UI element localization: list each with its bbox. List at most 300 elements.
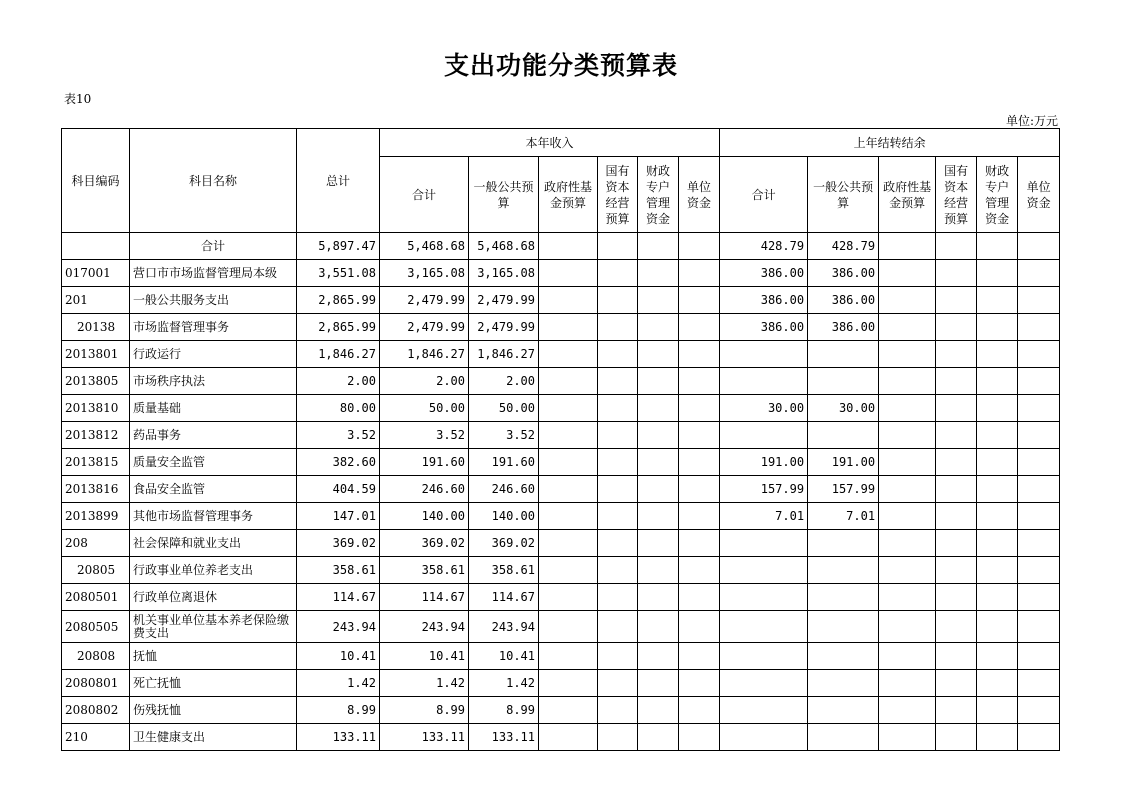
code-cell: 2080801	[62, 670, 130, 697]
carryover-state-capital-cell	[936, 341, 977, 368]
code-cell: 2013899	[62, 503, 130, 530]
name-cell: 死亡抚恤	[130, 670, 297, 697]
carryover-state-capital-cell	[936, 449, 977, 476]
carryover-fund-cell	[879, 557, 936, 584]
income-fund-cell	[539, 503, 598, 530]
table-row	[62, 611, 1060, 643]
income-fiscal-special-cell	[638, 724, 679, 751]
code-cell: 20805	[62, 557, 130, 584]
total-cell: 5,897.47	[297, 233, 380, 260]
income-general-cell: 2,479.99	[469, 314, 539, 341]
name-cell: 市场秩序执法	[130, 368, 297, 395]
total-cell: 147.01	[297, 503, 380, 530]
carryover-fund-cell	[879, 503, 936, 530]
carryover-fund-cell	[879, 724, 936, 751]
income-fiscal-special-cell	[638, 670, 679, 697]
carryover-total-cell: 157.99	[720, 476, 808, 503]
income-unit-funds-cell	[679, 503, 720, 530]
code-cell: 2013816	[62, 476, 130, 503]
header-total: 总计	[297, 129, 380, 233]
income-general-cell: 191.60	[469, 449, 539, 476]
table-row	[62, 287, 1060, 314]
carryover-unit-funds-cell	[1018, 670, 1060, 697]
total-cell: 133.11	[297, 724, 380, 751]
code-cell: 20138	[62, 314, 130, 341]
total-cell: 8.99	[297, 697, 380, 724]
income-state-capital-cell	[598, 611, 638, 643]
carryover-fund-cell	[879, 314, 936, 341]
income-fiscal-special-cell	[638, 341, 679, 368]
code-cell: 2013815	[62, 449, 130, 476]
income-fiscal-special-cell	[638, 584, 679, 611]
code-cell: 2080505	[62, 611, 130, 643]
total-cell: 2.00	[297, 368, 380, 395]
carryover-general-cell	[808, 724, 879, 751]
carryover-general-cell	[808, 530, 879, 557]
carryover-total-cell	[720, 697, 808, 724]
income-fiscal-special-cell	[638, 611, 679, 643]
income-unit-funds-cell	[679, 233, 720, 260]
carryover-total-cell: 428.79	[720, 233, 808, 260]
income-total-cell: 243.94	[380, 611, 469, 643]
income-total-cell: 3.52	[380, 422, 469, 449]
total-cell: 10.41	[297, 643, 380, 670]
carryover-general-cell	[808, 584, 879, 611]
code-cell: 017001	[62, 260, 130, 287]
income-fiscal-special-cell	[638, 422, 679, 449]
carryover-unit-funds-cell	[1018, 643, 1060, 670]
carryover-general-cell: 428.79	[808, 233, 879, 260]
table-row	[62, 233, 1060, 260]
income-fiscal-special-cell	[638, 530, 679, 557]
income-total-cell: 5,468.68	[380, 233, 469, 260]
carryover-fund-cell	[879, 530, 936, 557]
carryover-general-cell: 7.01	[808, 503, 879, 530]
income-total-cell: 2,479.99	[380, 314, 469, 341]
income-fiscal-special-cell	[638, 314, 679, 341]
total-cell: 1.42	[297, 670, 380, 697]
income-unit-funds-cell	[679, 697, 720, 724]
header-current-income: 本年收入	[380, 129, 720, 157]
carryover-general-cell	[808, 422, 879, 449]
carryover-fund-cell	[879, 341, 936, 368]
carryover-total-cell	[720, 368, 808, 395]
carryover-state-capital-cell	[936, 503, 977, 530]
table-row	[62, 449, 1060, 476]
income-fund-cell	[539, 422, 598, 449]
carryover-total-cell	[720, 611, 808, 643]
total-cell: 80.00	[297, 395, 380, 422]
income-fund-cell	[539, 233, 598, 260]
carryover-fiscal-special-cell	[977, 314, 1018, 341]
page-title: 支出功能分类预算表	[443, 51, 678, 80]
carryover-unit-funds-cell	[1018, 287, 1060, 314]
carryover-unit-funds-cell	[1018, 233, 1060, 260]
income-unit-funds-cell	[679, 670, 720, 697]
carryover-fiscal-special-cell	[977, 395, 1018, 422]
table-row	[62, 697, 1060, 724]
carryover-state-capital-cell	[936, 260, 977, 287]
carryover-total-cell: 386.00	[720, 260, 808, 287]
carryover-total-cell: 7.01	[720, 503, 808, 530]
total-cell: 382.60	[297, 449, 380, 476]
table-row	[62, 503, 1060, 530]
table-row	[62, 724, 1060, 751]
carryover-fiscal-special-cell	[977, 449, 1018, 476]
income-fund-cell	[539, 395, 598, 422]
carryover-fiscal-special-cell	[977, 476, 1018, 503]
total-cell: 404.59	[297, 476, 380, 503]
table-row	[62, 422, 1060, 449]
income-general-cell: 5,468.68	[469, 233, 539, 260]
income-general-cell: 358.61	[469, 557, 539, 584]
income-state-capital-cell	[598, 395, 638, 422]
carryover-general-cell	[808, 697, 879, 724]
code-cell: 2013805	[62, 368, 130, 395]
carryover-total-cell: 386.00	[720, 287, 808, 314]
carryover-total-cell	[720, 557, 808, 584]
total-cell: 3,551.08	[297, 260, 380, 287]
income-state-capital-cell	[598, 314, 638, 341]
total-cell: 3.52	[297, 422, 380, 449]
carryover-fiscal-special-cell	[977, 287, 1018, 314]
carryover-unit-funds-cell	[1018, 341, 1060, 368]
income-unit-funds-cell	[679, 724, 720, 751]
income-state-capital-cell	[598, 422, 638, 449]
code-cell: 2013812	[62, 422, 130, 449]
carryover-total-cell: 30.00	[720, 395, 808, 422]
code-cell: 208	[62, 530, 130, 557]
header-carryover: 上年结转结余	[720, 129, 1060, 157]
carryover-state-capital-cell	[936, 643, 977, 670]
header-carryover-fiscal-special: 财政专户管理资金	[977, 157, 1018, 233]
carryover-unit-funds-cell	[1018, 314, 1060, 341]
carryover-general-cell: 386.00	[808, 260, 879, 287]
income-unit-funds-cell	[679, 422, 720, 449]
income-fund-cell	[539, 724, 598, 751]
carryover-state-capital-cell	[936, 724, 977, 751]
carryover-fund-cell	[879, 611, 936, 643]
carryover-fiscal-special-cell	[977, 260, 1018, 287]
carryover-state-capital-cell	[936, 530, 977, 557]
income-state-capital-cell	[598, 530, 638, 557]
income-general-cell: 1,846.27	[469, 341, 539, 368]
income-state-capital-cell	[598, 697, 638, 724]
carryover-total-cell	[720, 530, 808, 557]
income-fund-cell	[539, 314, 598, 341]
carryover-general-cell	[808, 341, 879, 368]
carryover-state-capital-cell	[936, 670, 977, 697]
budget-table	[61, 128, 1060, 751]
total-cell: 358.61	[297, 557, 380, 584]
total-cell: 2,865.99	[297, 287, 380, 314]
income-state-capital-cell	[598, 643, 638, 670]
income-unit-funds-cell	[679, 449, 720, 476]
name-cell: 市场监督管理事务	[130, 314, 297, 341]
header-code: 科目编码	[62, 129, 130, 233]
income-state-capital-cell	[598, 449, 638, 476]
carryover-total-cell	[720, 670, 808, 697]
carryover-unit-funds-cell	[1018, 584, 1060, 611]
code-cell: 2080802	[62, 697, 130, 724]
header-income-total: 合计	[380, 157, 469, 233]
income-state-capital-cell	[598, 341, 638, 368]
carryover-fund-cell	[879, 260, 936, 287]
income-fund-cell	[539, 368, 598, 395]
table-row	[62, 395, 1060, 422]
carryover-unit-funds-cell	[1018, 503, 1060, 530]
income-fiscal-special-cell	[638, 449, 679, 476]
code-cell: 210	[62, 724, 130, 751]
carryover-fund-cell	[879, 422, 936, 449]
income-total-cell: 3,165.08	[380, 260, 469, 287]
code-cell	[62, 233, 130, 260]
income-total-cell: 2,479.99	[380, 287, 469, 314]
carryover-fiscal-special-cell	[977, 670, 1018, 697]
code-cell: 201	[62, 287, 130, 314]
table-row	[62, 341, 1060, 368]
header-income-unit-funds: 单位资金	[679, 157, 720, 233]
carryover-general-cell: 157.99	[808, 476, 879, 503]
income-fiscal-special-cell	[638, 643, 679, 670]
income-unit-funds-cell	[679, 611, 720, 643]
income-fund-cell	[539, 670, 598, 697]
name-cell: 营口市市场监督管理局本级	[130, 260, 297, 287]
income-general-cell: 114.67	[469, 584, 539, 611]
income-total-cell: 8.99	[380, 697, 469, 724]
carryover-general-cell: 30.00	[808, 395, 879, 422]
income-total-cell: 2.00	[380, 368, 469, 395]
carryover-general-cell	[808, 643, 879, 670]
carryover-fund-cell	[879, 368, 936, 395]
carryover-unit-funds-cell	[1018, 368, 1060, 395]
income-state-capital-cell	[598, 260, 638, 287]
income-total-cell: 1,846.27	[380, 341, 469, 368]
income-state-capital-cell	[598, 557, 638, 584]
income-unit-funds-cell	[679, 557, 720, 584]
income-fund-cell	[539, 476, 598, 503]
carryover-fiscal-special-cell	[977, 584, 1018, 611]
income-fund-cell	[539, 611, 598, 643]
carryover-general-cell	[808, 368, 879, 395]
table-row	[62, 643, 1060, 670]
carryover-general-cell	[808, 611, 879, 643]
carryover-total-cell: 191.00	[720, 449, 808, 476]
income-total-cell: 10.41	[380, 643, 469, 670]
carryover-general-cell	[808, 670, 879, 697]
name-cell: 食品安全监管	[130, 476, 297, 503]
carryover-total-cell	[720, 643, 808, 670]
income-unit-funds-cell	[679, 584, 720, 611]
carryover-general-cell: 191.00	[808, 449, 879, 476]
income-general-cell: 243.94	[469, 611, 539, 643]
carryover-fiscal-special-cell	[977, 724, 1018, 751]
income-unit-funds-cell	[679, 395, 720, 422]
income-general-cell: 369.02	[469, 530, 539, 557]
carryover-total-cell	[720, 422, 808, 449]
carryover-fiscal-special-cell	[977, 368, 1018, 395]
total-cell: 2,865.99	[297, 314, 380, 341]
income-fund-cell	[539, 697, 598, 724]
income-total-cell: 191.60	[380, 449, 469, 476]
income-general-cell: 133.11	[469, 724, 539, 751]
table-row	[62, 584, 1060, 611]
carryover-unit-funds-cell	[1018, 476, 1060, 503]
carryover-fiscal-special-cell	[977, 503, 1018, 530]
header-carryover-unit-funds: 单位资金	[1018, 157, 1060, 233]
carryover-unit-funds-cell	[1018, 260, 1060, 287]
name-cell: 行政事业单位养老支出	[130, 557, 297, 584]
header-income-general: 一般公共预算	[469, 157, 539, 233]
carryover-total-cell	[720, 341, 808, 368]
income-unit-funds-cell	[679, 368, 720, 395]
carryover-unit-funds-cell	[1018, 724, 1060, 751]
income-fiscal-special-cell	[638, 395, 679, 422]
code-cell: 2013810	[62, 395, 130, 422]
income-total-cell: 246.60	[380, 476, 469, 503]
carryover-unit-funds-cell	[1018, 395, 1060, 422]
total-cell: 369.02	[297, 530, 380, 557]
carryover-state-capital-cell	[936, 422, 977, 449]
carryover-fiscal-special-cell	[977, 557, 1018, 584]
income-unit-funds-cell	[679, 530, 720, 557]
income-fiscal-special-cell	[638, 233, 679, 260]
income-general-cell: 246.60	[469, 476, 539, 503]
name-cell: 合计	[130, 233, 297, 260]
carryover-unit-funds-cell	[1018, 611, 1060, 643]
table-header	[62, 129, 1060, 233]
income-total-cell: 369.02	[380, 530, 469, 557]
income-general-cell: 3.52	[469, 422, 539, 449]
income-unit-funds-cell	[679, 643, 720, 670]
carryover-fund-cell	[879, 697, 936, 724]
income-fiscal-special-cell	[638, 503, 679, 530]
header-income-fund: 政府性基金预算	[539, 157, 598, 233]
carryover-fiscal-special-cell	[977, 697, 1018, 724]
income-unit-funds-cell	[679, 476, 720, 503]
income-general-cell: 10.41	[469, 643, 539, 670]
table-row	[62, 670, 1060, 697]
header-income-fiscal-special: 财政专户管理资金	[638, 157, 679, 233]
table-row	[62, 557, 1060, 584]
name-cell: 质量安全监管	[130, 449, 297, 476]
code-cell: 2080501	[62, 584, 130, 611]
income-unit-funds-cell	[679, 260, 720, 287]
carryover-state-capital-cell	[936, 584, 977, 611]
table-row	[62, 314, 1060, 341]
table-row	[62, 368, 1060, 395]
carryover-fund-cell	[879, 287, 936, 314]
code-cell: 20808	[62, 643, 130, 670]
carryover-general-cell: 386.00	[808, 287, 879, 314]
header-carryover-fund: 政府性基金预算	[879, 157, 936, 233]
carryover-unit-funds-cell	[1018, 697, 1060, 724]
income-state-capital-cell	[598, 233, 638, 260]
carryover-fiscal-special-cell	[977, 530, 1018, 557]
name-cell: 社会保障和就业支出	[130, 530, 297, 557]
income-general-cell: 140.00	[469, 503, 539, 530]
income-total-cell: 114.67	[380, 584, 469, 611]
income-fiscal-special-cell	[638, 260, 679, 287]
income-state-capital-cell	[598, 503, 638, 530]
carryover-general-cell: 386.00	[808, 314, 879, 341]
total-cell: 1,846.27	[297, 341, 380, 368]
name-cell: 机关事业单位基本养老保险缴费支出	[130, 611, 297, 643]
table-number: 表10	[64, 92, 92, 106]
carryover-fund-cell	[879, 584, 936, 611]
carryover-general-cell	[808, 557, 879, 584]
income-fund-cell	[539, 643, 598, 670]
carryover-state-capital-cell	[936, 287, 977, 314]
income-fund-cell	[539, 530, 598, 557]
income-unit-funds-cell	[679, 314, 720, 341]
carryover-fund-cell	[879, 233, 936, 260]
income-total-cell: 50.00	[380, 395, 469, 422]
carryover-fiscal-special-cell	[977, 233, 1018, 260]
carryover-state-capital-cell	[936, 476, 977, 503]
income-fund-cell	[539, 557, 598, 584]
unit-label: 单位:万元	[1005, 114, 1058, 128]
header-carryover-total: 合计	[720, 157, 808, 233]
income-state-capital-cell	[598, 287, 638, 314]
carryover-unit-funds-cell	[1018, 557, 1060, 584]
carryover-state-capital-cell	[936, 314, 977, 341]
income-total-cell: 140.00	[380, 503, 469, 530]
table-row	[62, 530, 1060, 557]
carryover-fund-cell	[879, 643, 936, 670]
income-fund-cell	[539, 287, 598, 314]
income-unit-funds-cell	[679, 341, 720, 368]
name-cell: 其他市场监督管理事务	[130, 503, 297, 530]
income-general-cell: 2.00	[469, 368, 539, 395]
income-fiscal-special-cell	[638, 557, 679, 584]
table-body	[62, 233, 1060, 751]
carryover-state-capital-cell	[936, 697, 977, 724]
total-cell: 114.67	[297, 584, 380, 611]
code-cell: 2013801	[62, 341, 130, 368]
income-fund-cell	[539, 449, 598, 476]
carryover-unit-funds-cell	[1018, 530, 1060, 557]
carryover-unit-funds-cell	[1018, 422, 1060, 449]
carryover-fiscal-special-cell	[977, 643, 1018, 670]
header-carryover-state-capital: 国有资本经营预算	[936, 157, 977, 233]
income-fiscal-special-cell	[638, 476, 679, 503]
income-state-capital-cell	[598, 670, 638, 697]
carryover-fund-cell	[879, 395, 936, 422]
income-fiscal-special-cell	[638, 697, 679, 724]
carryover-fiscal-special-cell	[977, 422, 1018, 449]
carryover-fund-cell	[879, 449, 936, 476]
carryover-state-capital-cell	[936, 611, 977, 643]
carryover-total-cell	[720, 584, 808, 611]
income-state-capital-cell	[598, 584, 638, 611]
income-general-cell: 8.99	[469, 697, 539, 724]
header-carryover-general: 一般公共预算	[808, 157, 879, 233]
carryover-state-capital-cell	[936, 557, 977, 584]
income-general-cell: 2,479.99	[469, 287, 539, 314]
carryover-state-capital-cell	[936, 368, 977, 395]
income-fund-cell	[539, 260, 598, 287]
income-general-cell: 1.42	[469, 670, 539, 697]
income-total-cell: 1.42	[380, 670, 469, 697]
income-unit-funds-cell	[679, 287, 720, 314]
carryover-fund-cell	[879, 476, 936, 503]
carryover-total-cell	[720, 724, 808, 751]
income-general-cell: 50.00	[469, 395, 539, 422]
income-fund-cell	[539, 584, 598, 611]
header-name: 科目名称	[130, 129, 297, 233]
name-cell: 一般公共服务支出	[130, 287, 297, 314]
